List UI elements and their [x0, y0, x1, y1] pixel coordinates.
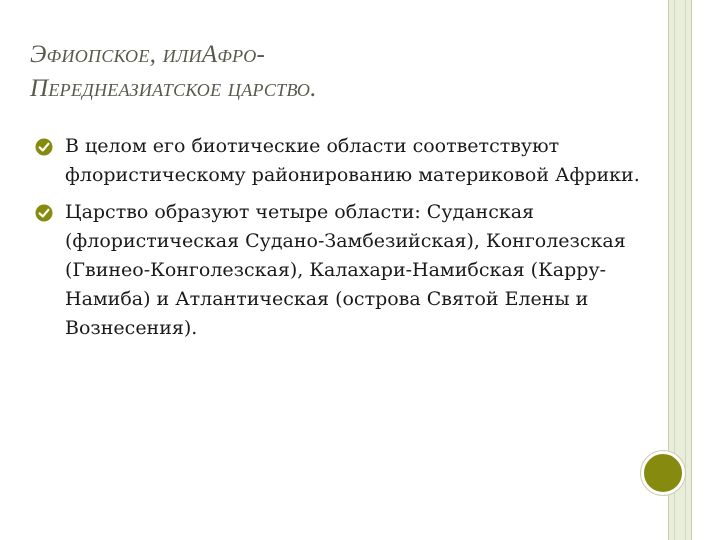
- bullet-item: [30, 198, 642, 343]
- bullet-item: [30, 132, 642, 190]
- slide-title: [30, 38, 630, 106]
- bullet-text: Царство образуют четыре области: Суданская (флористическая Судано-Замбезийская), Конголезская (Гвинео-Конголезская), Калахари-Намибская (Карру-Намиба) и Атлантическая (острова Святой Елены и Вознесения).: [65, 201, 626, 339]
- slide-content: [30, 132, 642, 351]
- title-line-1: Эфиопское, илиАфро-: [30, 41, 266, 68]
- decorative-circle: [641, 451, 685, 495]
- bullet-text: В целом его биотические области соответствуют флористическому районированию материковой Африки.: [65, 135, 640, 186]
- title-line-2: Переднеазиатское царство.: [30, 75, 317, 102]
- circle-check-icon: [35, 138, 53, 156]
- circle-check-icon: [35, 204, 53, 222]
